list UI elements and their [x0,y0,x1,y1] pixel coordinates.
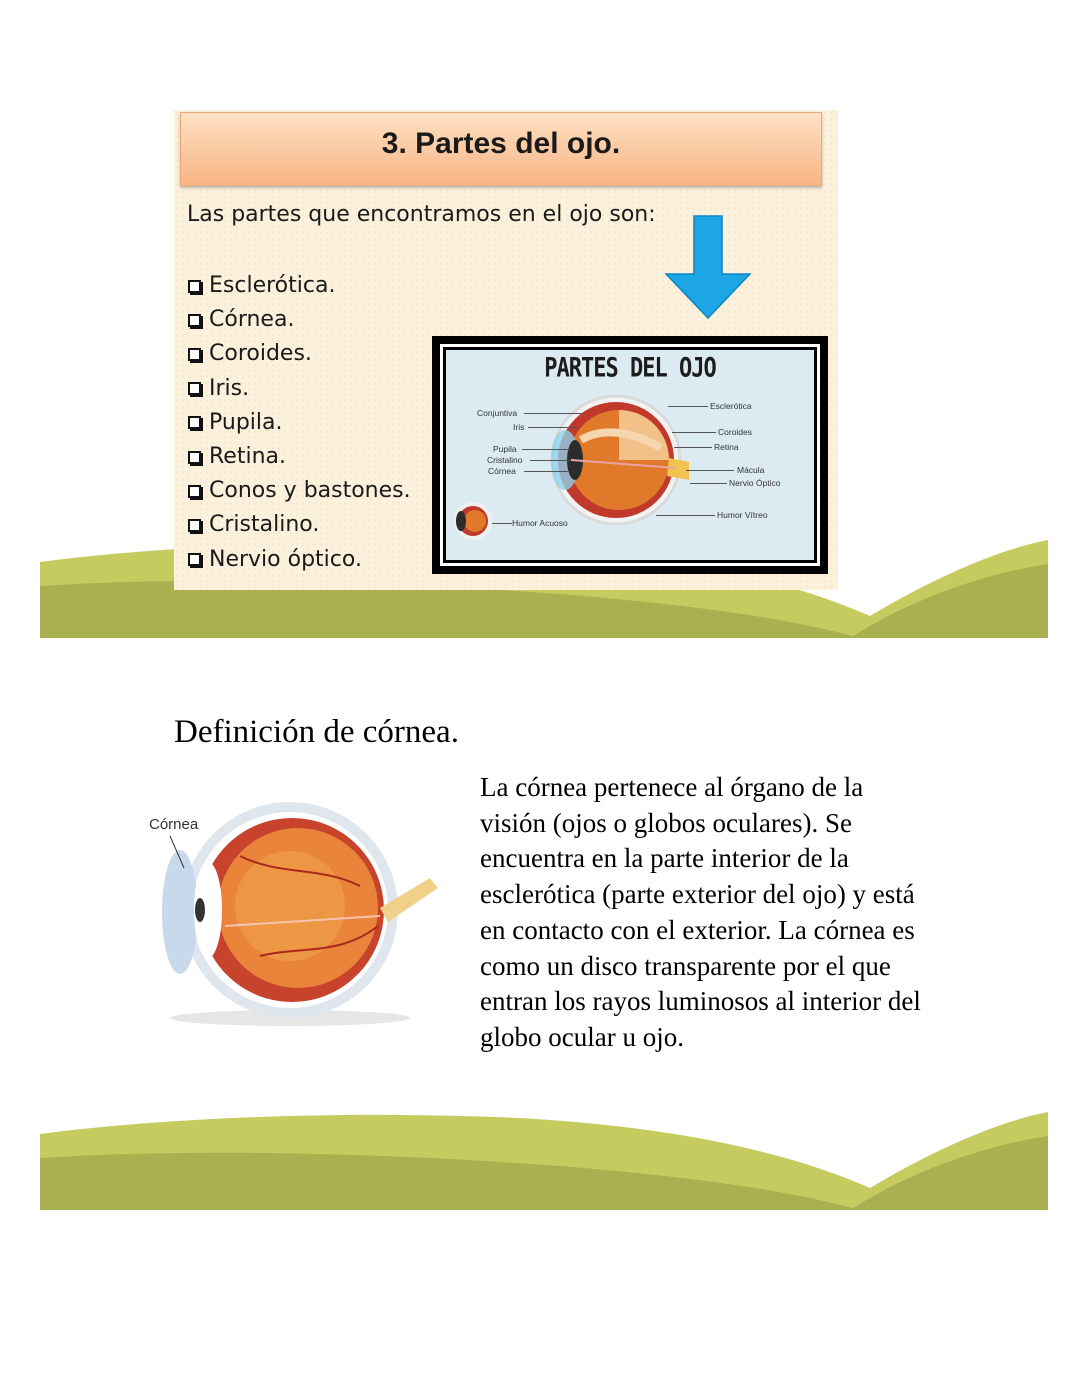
label-nervio-optico: Nervio Óptico [729,478,781,488]
list-item: Cristalino. [188,508,411,542]
label-humor-vitreo: Humor Vítreo [717,510,768,520]
parts-of-eye-slide [174,110,838,590]
label-coroides: Coroides [718,427,753,437]
figure-label-cornea: Córnea [149,816,199,833]
label-conjuntiva: Conjuntiva [477,408,518,418]
arrow-down-icon [664,214,754,320]
slide-intro-text: Las partes que encontramos en el ojo son: [187,202,656,227]
checkbox-icon [188,451,201,464]
label-esclerotica: Esclerótica [710,401,752,411]
label-cristalino: Cristalino [487,455,523,465]
list-item: Iris. [188,372,411,406]
label-iris: Iris [513,422,525,432]
decorative-wave-bottom [40,1108,1048,1210]
checkbox-icon [188,416,201,429]
checkbox-icon [188,382,201,395]
checkbox-icon [188,485,201,498]
list-item: Pupila. [188,406,411,440]
eye-anatomy-diagram [432,336,828,574]
checkbox-icon [188,314,201,327]
checkbox-icon [188,519,201,532]
list-item: Esclerótica. [188,269,411,303]
list-item: Conos y bastones. [188,474,411,508]
small-eye-illustration [452,500,494,542]
label-macula: Mácula [737,465,765,475]
list-item: Coroides. [188,337,411,371]
checkbox-icon [188,553,201,566]
cornea-definition-text: La córnea pertenece al órgano de la visión (ojos o globos oculares). Se encuentra en la parte interior de la esclerótica (parte exterior del ojo) y está en contacto con el exterior. La córnea es como un disco transparente por el que entran los rayos luminosos al interior del globo ocular u ojo. [480,772,921,1052]
list-item: Córnea. [188,303,411,337]
label-retina: Retina [714,442,739,452]
slide-title: 3. Partes del ojo. [180,112,822,186]
label-cornea: Córnea [488,466,516,476]
checkbox-icon [188,348,201,361]
label-humor-acuoso: Humor Acuoso [512,518,568,528]
list-item: Retina. [188,440,411,474]
cornea-section-title: Definición de córnea. [174,714,459,750]
diagram-heading: PARTES DEL OJO [544,353,716,384]
list-item: Nervio óptico. [188,543,411,577]
eye-parts-list [188,269,411,577]
checkbox-icon [188,280,201,293]
label-pupila: Pupila [493,444,517,454]
